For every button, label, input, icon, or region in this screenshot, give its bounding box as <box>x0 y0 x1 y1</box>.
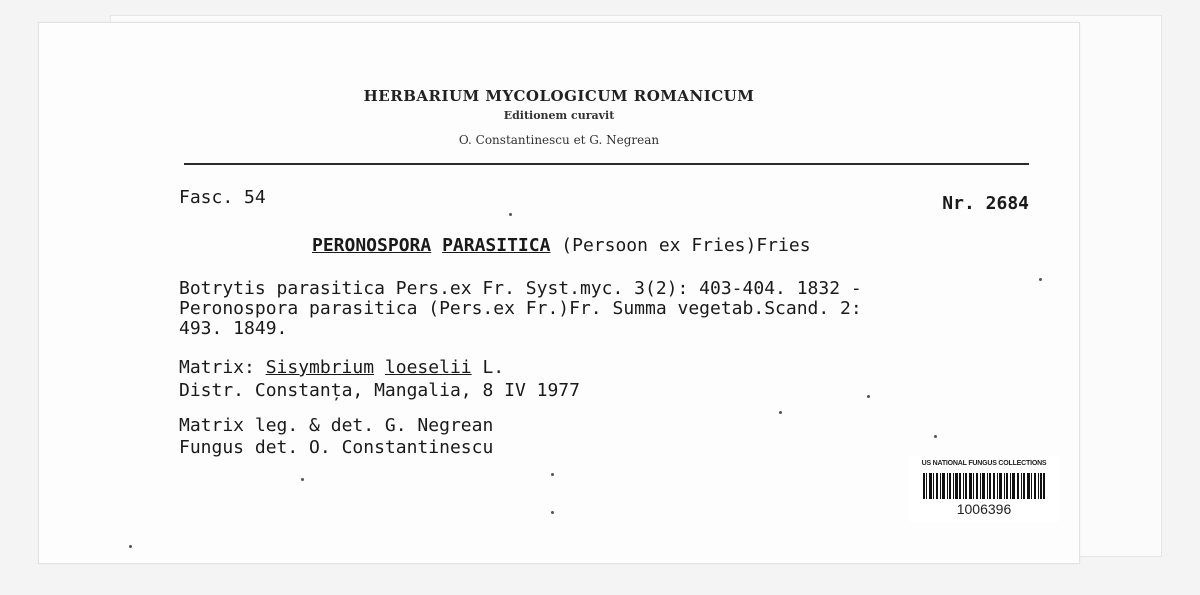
herbarium-editors: O. Constantinescu et G. Negrean <box>458 133 660 147</box>
matrix-author: L. <box>482 357 505 378</box>
speck <box>301 478 304 481</box>
taxon-epithet: PARASITICA <box>442 235 551 256</box>
matrix-genus: Sisymbrium <box>265 357 375 378</box>
specimen-number: Nr. 2684 <box>942 193 1029 214</box>
matrix-line <box>179 356 580 379</box>
fungus-value: det. O. Constantinescu <box>254 437 494 458</box>
header-divider <box>184 163 1029 165</box>
barcode-label <box>909 456 1059 522</box>
fungus-prefix: Fungus <box>179 437 245 458</box>
distr-prefix: Distr. <box>179 380 245 401</box>
herbarium-title: HERBARIUM MYCOLOGICUM ROMANICUM <box>363 87 755 105</box>
matrix-epithet: loeselii <box>384 357 472 378</box>
speck <box>867 395 870 398</box>
speck <box>779 411 782 414</box>
matrix-prefix: Matrix: <box>179 357 255 378</box>
fascicle-number: Fasc. 54 <box>179 187 266 208</box>
specimen-label <box>38 22 1080 564</box>
fungus-line <box>179 437 493 459</box>
barcode-number: 1006396 <box>956 501 1012 517</box>
speck <box>129 545 132 548</box>
synonymy-line: 493. 1849. <box>179 318 288 339</box>
distr-value: Constanța, Mangalia, 8 IV 1977 <box>254 380 580 401</box>
barcode-caption: US NATIONAL FUNGUS COLLECTIONS <box>921 460 1047 467</box>
synonymy <box>179 279 862 339</box>
leg-prefix: Matrix <box>179 415 245 436</box>
speck <box>934 435 937 438</box>
speck <box>551 511 554 514</box>
barcode-bars <box>923 473 1045 499</box>
synonymy-line: Botrytis parasitica Pers.ex Fr. Syst.myc. 3(2): 403-404. 1832 - <box>179 278 862 299</box>
speck <box>1039 278 1042 281</box>
synonymy-line: Peronospora parasitica (Pers.ex Fr.)Fr. Summa vegetab.Scand. 2: <box>179 298 862 319</box>
collectors <box>179 415 493 459</box>
host-and-locality <box>179 356 580 402</box>
speck <box>509 213 512 216</box>
taxon-genus: PERONOSPORA <box>312 235 432 256</box>
taxon-name <box>312 235 811 256</box>
leg-value: leg. & det. G. Negrean <box>254 415 494 436</box>
distribution-line <box>179 379 580 402</box>
leg-line <box>179 415 493 437</box>
taxon-authority: (Persoon ex Fries)Fries <box>561 235 811 256</box>
speck <box>551 473 554 476</box>
herbarium-subtitle: Editionem curavit <box>503 109 615 122</box>
